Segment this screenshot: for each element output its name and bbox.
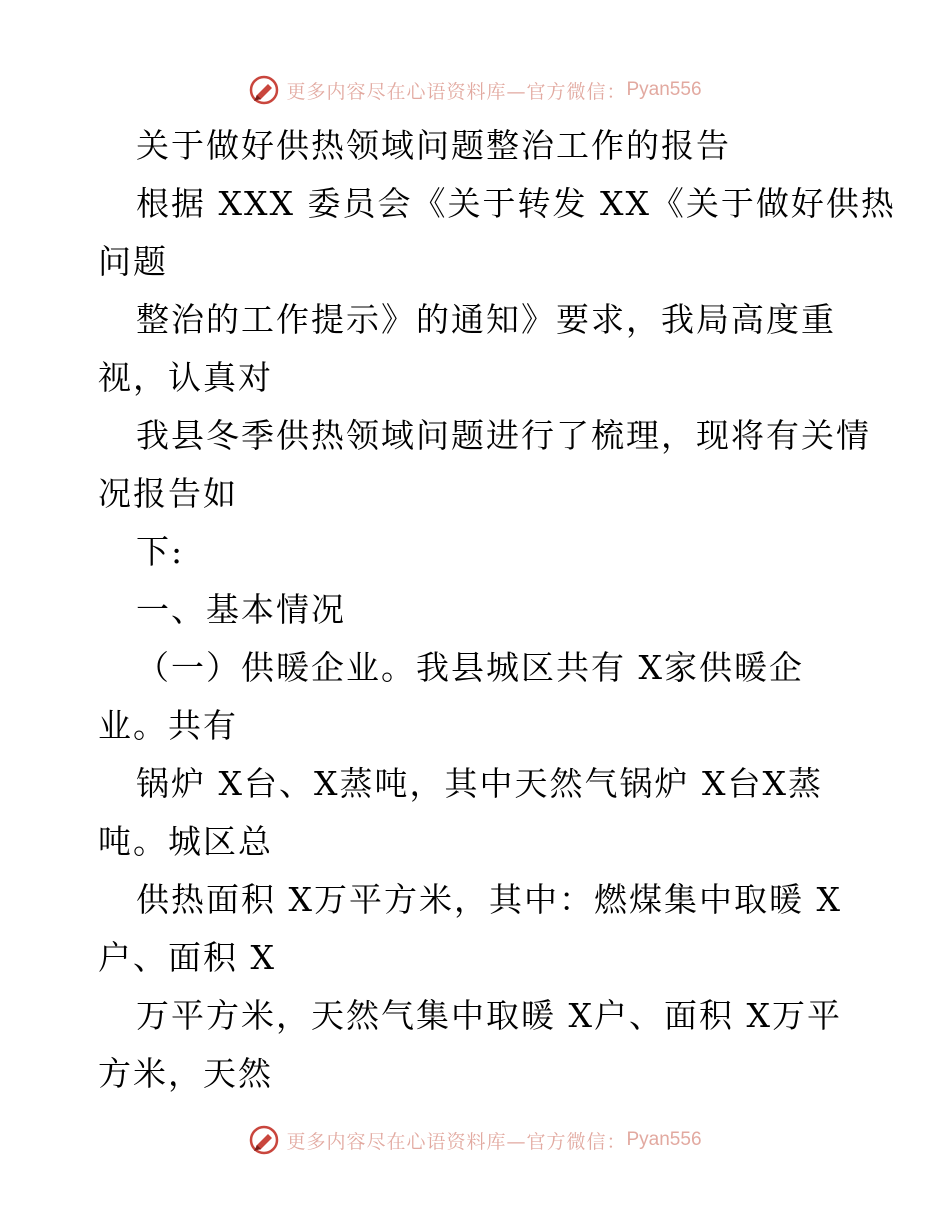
watermark-text: 更多内容尽在心语资料库—官方微信： (286, 80, 627, 103)
doc-line: 户、面积 X (98, 938, 276, 977)
doc-title: 关于做好供热领域问题整治工作的报告 (136, 126, 731, 165)
document-body (98, 117, 896, 1103)
doc-line: （一）供暖企业。我县城区共有 X家供暖企 (136, 648, 804, 687)
doc-line: 供热面积 X万平方米，其中：燃煤集中取暖 X (136, 880, 842, 919)
doc-line: 我县冬季供热领域问题进行了梳理，现将有关情 (136, 416, 871, 455)
section-heading: 一、基本情况 (136, 590, 346, 629)
doc-line: 方米，天然 (98, 1054, 273, 1093)
pen-logo-icon (248, 74, 280, 106)
doc-line: 况报告如 (98, 474, 238, 513)
pen-logo-icon (248, 1124, 280, 1156)
doc-line: 问题 (98, 242, 168, 281)
watermark-text: 更多内容尽在心语资料库—官方微信： (286, 1130, 627, 1153)
doc-line: 吨。城区总 (98, 822, 273, 861)
doc-line: 整治的工作提示》的通知》要求，我局高度重 (136, 300, 836, 339)
doc-line: 万平方米，天然气集中取暖 X户、面积 X万平 (136, 996, 842, 1035)
watermark-header (0, 70, 950, 110)
doc-line: 下: (136, 532, 185, 571)
watermark-footer (0, 1120, 950, 1160)
doc-line: 业。共有 (98, 706, 238, 745)
watermark-wechat-id: Pyan556 (626, 1129, 702, 1150)
doc-line: 视，认真对 (98, 358, 273, 397)
doc-line: 根据 XXX 委员会《关于转发 XX《关于做好供热 (136, 184, 896, 223)
watermark-wechat-id: Pyan556 (626, 79, 702, 100)
doc-line: 锅炉 X台、X蒸吨，其中天然气锅炉 X台X蒸 (136, 764, 823, 803)
